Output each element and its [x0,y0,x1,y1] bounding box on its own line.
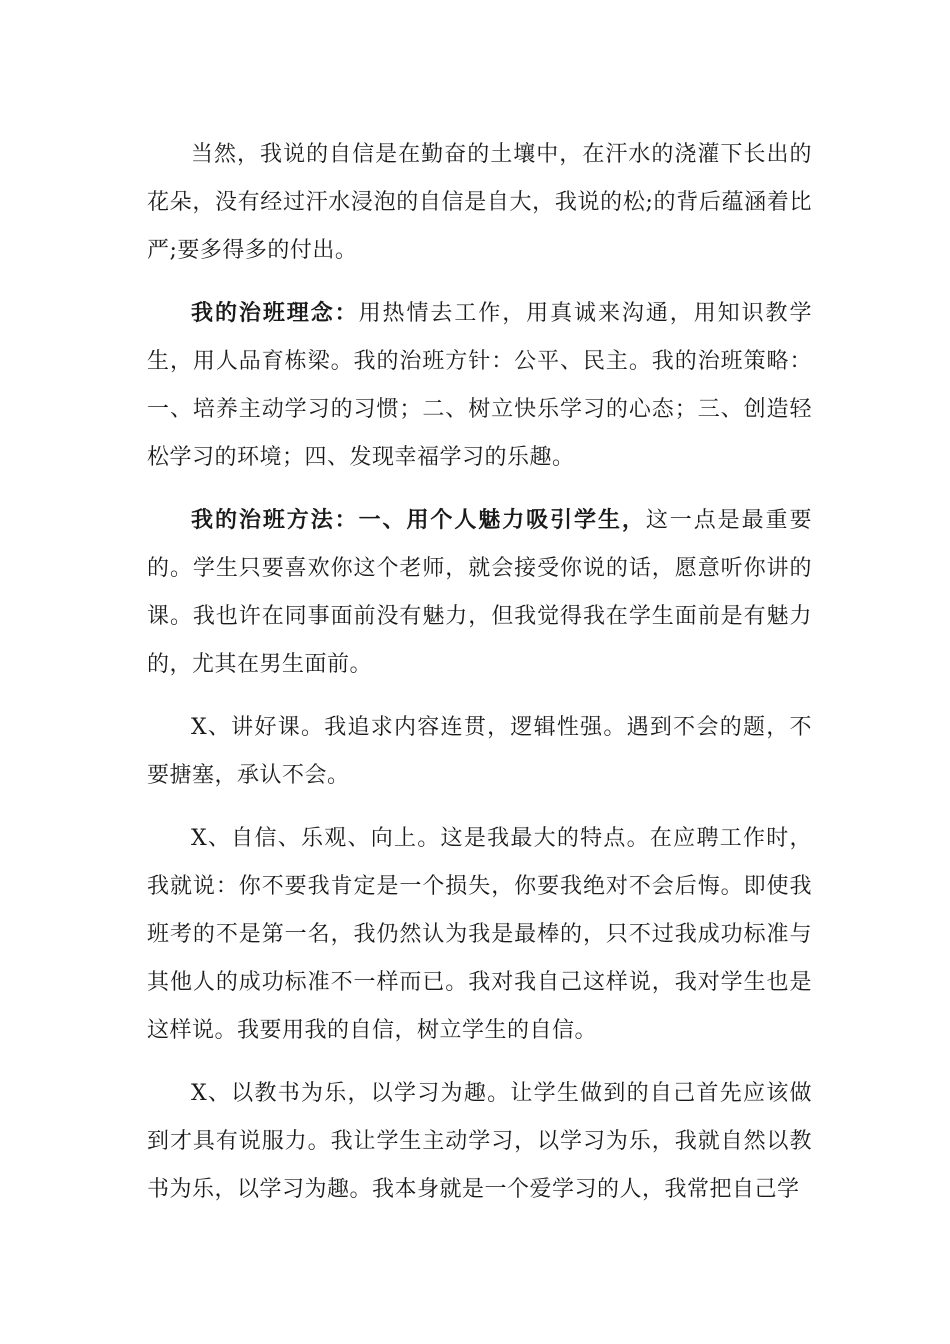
paragraph-text: X、自信、乐观、向上。这是我最大的特点。在应聘工作时，我就说：你不要我肯定是一个损失，你要我绝对不会后悔。即使我班考的不是第一名，我仍然认为我是最棒的，只不过我成功标准与其他人的成功标准不一样而已。我对我自己这样说，我对学生也是这样说。我要用我的自信，树立学生的自信。 [147,826,812,1043]
paragraph-confidence [147,130,812,275]
paragraph-class-methods [147,496,812,689]
paragraph-text: 当然，我说的自信是在勤奋的土壤中，在汗水的浇灌下长出的花朵，没有经过汗水浸泡的自信是自大，我说的松;的背后蕴涵着比严;要多得多的付出。 [147,142,812,263]
paragraph-text: X、以教书为乐，以学习为趣。让学生做到的自己首先应该做到才具有说服力。我让学生主动学习，以学习为乐，我就自然以教书为乐，以学习为趣。我本身就是一个爱学习的人，我常把自己学 [147,1081,812,1202]
paragraph-class-philosophy [147,289,812,482]
paragraph-text: 这一点是最重要的。学生只要喜欢你这个老师，就会接受你说的话，愿意听你讲的课。我也许在同事面前没有魅力，但我觉得我在学生面前是有魅力的，尤其在男生面前。 [147,508,812,677]
paragraph-lead: 我的治班理念： [191,300,359,326]
paragraph-optimism [147,814,812,1055]
paragraph-text: X、讲好课。我追求内容连贯，逻辑性强。遇到不会的题，不要搪塞，承认不会。 [147,715,812,788]
paragraph-teach-well [147,703,812,800]
document-body [147,130,812,1228]
paragraph-text: 用热情去工作，用真诚来沟通，用知识教学生，用人品育栋梁。我的治班方针：公平、民主。我的治班策略：一、培养主动学习的习惯；二、树立快乐学习的心态；三、创造轻松学习的环境；四、发现幸福学习的乐趣。 [147,301,812,470]
paragraph-joy-of-teaching [147,1069,812,1214]
paragraph-lead: 我的治班方法：一、用个人魅力吸引学生， [191,507,646,533]
